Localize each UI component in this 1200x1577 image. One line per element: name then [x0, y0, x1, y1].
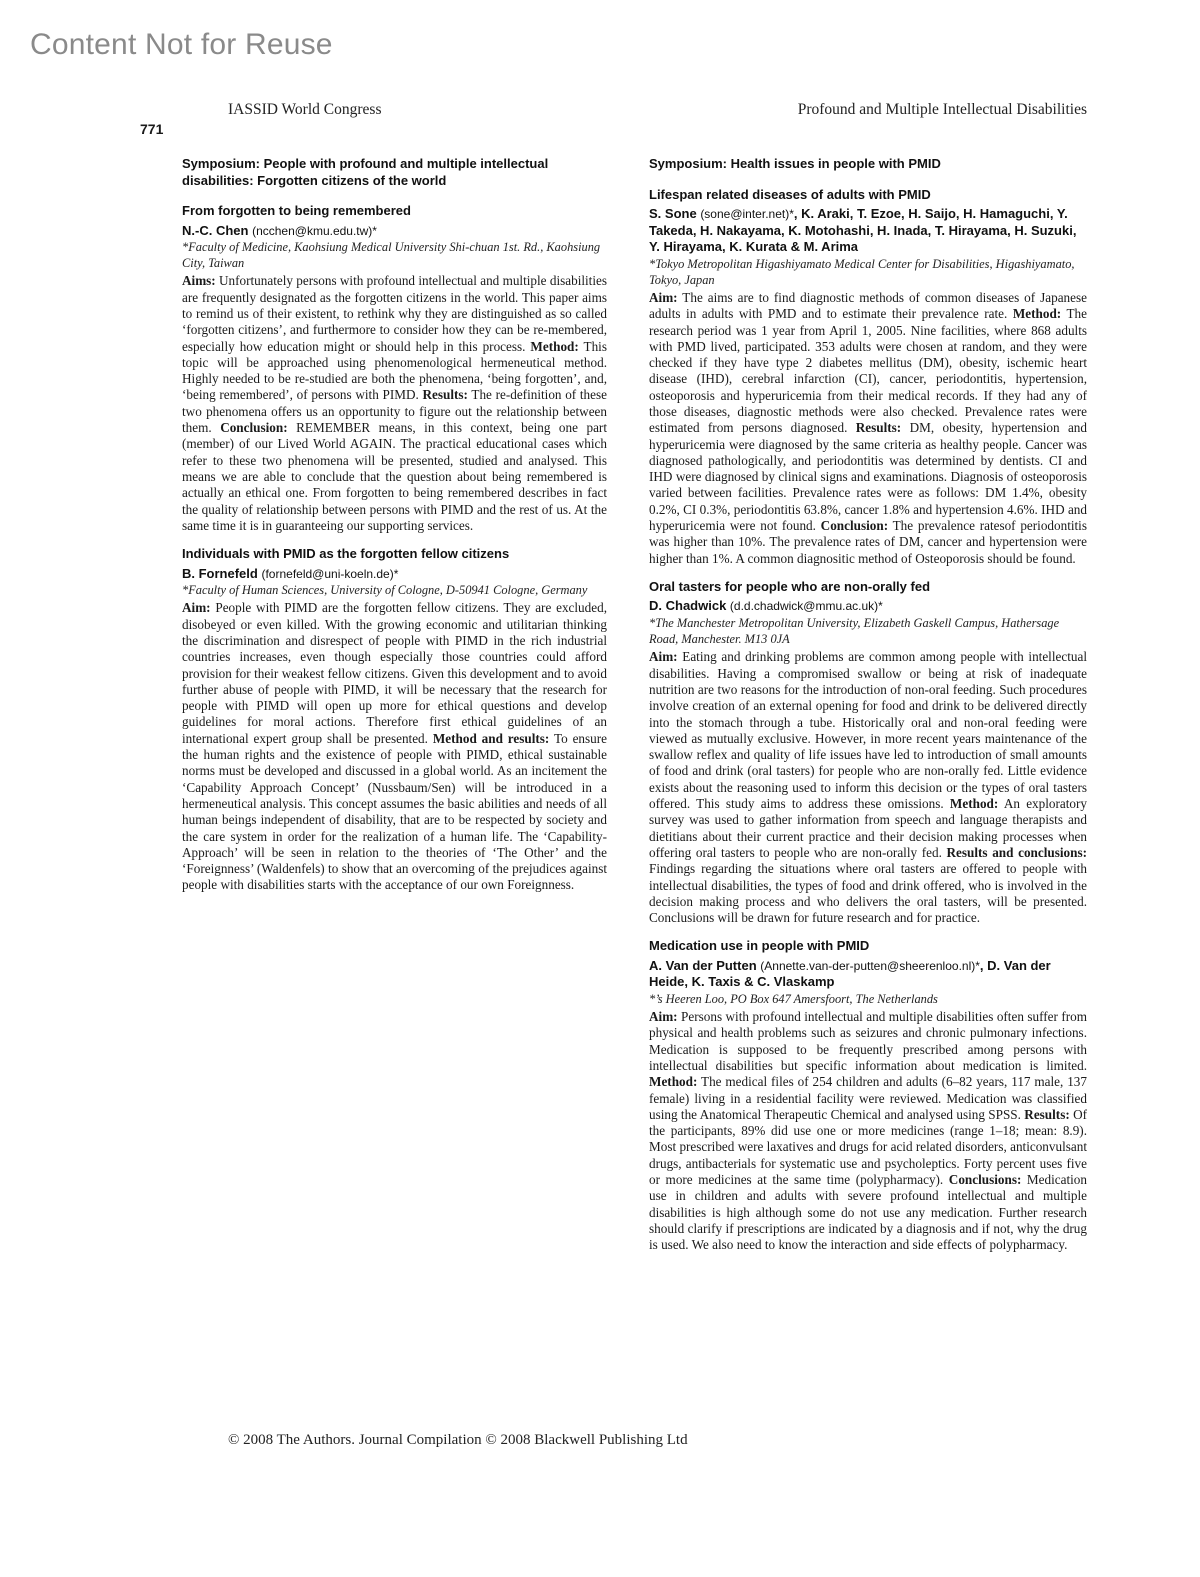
section-label: Aim:: [182, 600, 211, 616]
abstract-title: From forgotten to being remembered: [182, 203, 411, 218]
right-column: [649, 156, 1087, 1266]
section-text: The research period was 1 year from April 1, 2005. Nine facilities, where 868 adults with PMD lived, participated. 353 adults were chosen at random, and they were checked if they have type 2 diabetes mellitus (DM), obesity, ischemic heart disease (IHD), cerebral infarction (CI), cancer, periodontitis, hypertension, osteoporosis and hyperuricemia from their medical records. If they had any of those diseases, diagnostic methods were also checked. Prevalence rates were estimated from persons diagnosed.: [649, 306, 1087, 436]
abstract: [649, 579, 1087, 926]
section-label: Results and conclusions:: [946, 844, 1087, 860]
section-text: The aims are to find diagnostic methods of common diseases of Japanese adults in adults with PMD and to estimate their prevalence rate.: [649, 289, 1087, 322]
left-column: [182, 156, 607, 906]
author-line: [649, 206, 1087, 256]
author-line: [182, 566, 607, 583]
author-email: (ncchen@kmu.edu.tw)*: [252, 223, 377, 238]
section-text: Of the participants, 89% did use one or more medicines (range 1–18; mean: 8.9). Most prescribed were laxatives and drugs for acid related disorders, anticonvulsant drugs, antibacterials for systematic use and psycholeptics. Forty percent uses five or more medicines at the same time (polypharmacy).: [649, 1106, 1087, 1188]
abstract-title: Oral tasters for people who are non-orally fed: [649, 578, 931, 594]
section-label: Method:: [530, 338, 579, 354]
abstract-list: [649, 187, 1087, 1254]
section-label: Method:: [649, 1074, 698, 1090]
abstract: [649, 187, 1087, 567]
co-authors: , D. Van der Heide, K. Taxis & C. Vlaskamp: [649, 957, 1051, 990]
author-line: [649, 958, 1087, 991]
section-text: Findings regarding the situations where oral tasters are offered to people with intellectual disabilities, the types of food and drink offered, who is involved in the decision making process and who delivers the oral tasters, will be presented. Conclusions will be drawn for future research and for practice.: [649, 861, 1087, 926]
section-label: Aims:: [182, 273, 216, 289]
section-label: Results:: [1024, 1106, 1070, 1122]
section-label: Aim:: [649, 289, 678, 305]
section-text: REMEMBER means, in this context, being one part (member) of our Lived World AGAIN. The practical educational cases which refer to these two phenomena will be presented, studied and analysed. This means we are able to conclude that the question about being remembered is actually an ethical one. From forgotten to being remembered describes in fact the quality of relationship between persons with PIMD and the rest of us. At the same time it is in guaranteeing our supporting services.: [182, 420, 607, 533]
author-email: (sone@inter.net)*: [700, 207, 794, 221]
section-label: Conclusion:: [220, 420, 288, 436]
section-label: Conclusion:: [820, 518, 889, 534]
abstract-title: Individuals with PMID as the forgotten fellow citizens: [182, 546, 510, 562]
abstract-body: [182, 273, 607, 534]
section-text: This topic will be approached using phenomenological hermeneutical method. Highly needed to be re-studied are both the phenomena, ‘being forgotten’, and, ‘being remembered’, of persons with PIMD.: [182, 338, 607, 403]
affiliation: *Faculty of Human Sciences, University of Cologne, D-50941 Cologne, Germany: [182, 583, 588, 598]
symposium-title: Symposium: People with profound and multiple intellectual disabilities: Forgotten citizens of the world: [182, 156, 549, 188]
abstract-title: Medication use in people with PMID: [649, 938, 870, 954]
abstract-body: [649, 290, 1087, 567]
author-email: (Annette.van-der-putten@sheerenloo.nl)*: [760, 958, 980, 973]
symposium-title: Symposium: Health issues in people with PMID: [649, 156, 941, 171]
section-text: Eating and drinking problems are common among people with intellectual disabilities. Having a compromised swallow or being at risk of inadequate nutrition are two reasons for the introduction of non-oral feeding. Such procedures involve creation of an external opening for food and drink to be delivered directly into the stomach through a tube. Historically oral and non-oral feeding were viewed as mutually exclusive. However, in more recent years maintenance of the swallow reflex and quality of life issues have led to introduction of small amounts of food and drink (oral tasters) for people who are non-orally fed. Little evidence exists about the reasoning used to inform this decision or the types of oral tasters offered. This study aims to address these omissions.: [649, 649, 1087, 812]
abstract: [182, 546, 607, 894]
watermark: Content Not for Reuse: [30, 28, 333, 61]
section-label: Method:: [1012, 306, 1062, 322]
running-head-right: Profound and Multiple Intellectual Disabilities: [797, 101, 1087, 118]
section-text: DM, obesity, hypertension and hyperuricemia were diagnosed by the same criteria as healthy people. Cancer was diagnosed pathologically, and periodontitis was determined by dentists. CI and IHD were diagnosed by clinical signs and examinations. Diagnosis of osteoporosis varied between facilities. Prevalence rates were as follows: DM 1.4%, obesity 0.2%, CI 0.3%, periodontitis 63.8%, cancer 1.8% and hypertension 4.6%. IHD and hyperuricemia were not found.: [649, 420, 1087, 534]
section-text: The medical files of 254 children and adults (6–82 years, 117 male, 137 female) living in a residential facility were reviewed. Medication was classified using the Anatomical Therapeutic Chemical and analysed using SPSS.: [649, 1074, 1087, 1122]
section-label: Results:: [855, 420, 902, 436]
running-head-left: IASSID World Congress: [228, 101, 382, 118]
abstract-list: [182, 203, 607, 894]
author-line: [182, 223, 607, 240]
lead-author: S. Sone: [649, 206, 697, 221]
lead-author: N.-C. Chen: [182, 222, 249, 238]
section-label: Method:: [949, 796, 999, 812]
abstract-body: [649, 649, 1087, 926]
section-text: The prevalence ratesof periodontitis was higher than 10%. The prevalence rates of DM, cancer and hypertension were higher than 1%. A common diagnositic method of Osteoporosis should be found.: [649, 518, 1087, 566]
affiliation: *’s Heeren Loo, PO Box 647 Amersfoort, The Netherlands: [649, 991, 938, 1006]
lead-author: D. Chadwick: [649, 598, 727, 614]
abstract: [649, 938, 1087, 1253]
author-email: (fornefeld@uni-koeln.de)*: [261, 566, 399, 581]
lead-author: B. Fornefeld: [182, 565, 258, 581]
author-email: (d.d.chadwick@mmu.ac.uk)*: [729, 599, 883, 614]
section-text: To ensure the human rights and the existence of people with PIMD, ethical sustainable norms must be developed and discussed in a global world. As an incitement the ‘Capability Approach Concept’ (Nussbaum/Sen) will be introduced in a hermeneutical analysis. This concept assumes the basic abilities and needs of all human beings independent of disability, that are to be respected by society and the care system in order for the realization of a human life. The ‘Capability-Approach’ will be seen in relation to the theories of ‘The Other’ and the ‘Foreignness’ (Waldenfels) to show that an overcoming of the prejudices against people with disabilities starts with the acceptance of our own Foreignness.: [182, 730, 607, 893]
section-label: Aim:: [649, 649, 678, 665]
abstract-body: [182, 600, 607, 893]
affiliation: *Faculty of Medicine, Kaohsiung Medical University Shi-chuan 1st. Rd., Kaohsiung City, Taiwan: [182, 240, 601, 271]
section-text: Unfortunately persons with profound intellectual and multiple disabilities are frequently designated as the forgotten citizens in the world. This paper aims to remind us of their existent, to rethink why they are distinguished as so called ‘forgotten citizens’, and furthermore to consider how they can be re-membered, especially how education might or should help in this process.: [182, 273, 607, 354]
section-text: The re-definition of these two phenomena offers us an opportunity to figure out the relationship between them.: [182, 387, 607, 436]
section-label: Method and results:: [432, 730, 550, 746]
author-line: [649, 598, 1087, 615]
abstract-title: Lifespan related diseases of adults with PMID: [649, 186, 931, 202]
section-label: Aim:: [649, 1009, 678, 1025]
section-label: Results:: [422, 387, 468, 403]
section-text: Medication use in children and adults with severe profound intellectual and multiple disabilities is high although some do not use any medication. Further research should clarify if prescriptions are indicated by a diagnosis and if not, why the drug is used. We also need to know the interaction and side effects of polypharmacy.: [649, 1172, 1087, 1253]
affiliation: *Tokyo Metropolitan Higashiyamato Medical Center for Disabilities, Higashiyamato, Tokyo, Japan: [649, 256, 1075, 287]
page-number: 771: [140, 121, 164, 137]
section-text: Persons with profound intellectual and multiple disabilities often suffer from physical and health problems such as seizures and chronic pulmonary infections. Medication is supposed to be frequently prescribed among persons with intellectual disabilities but specific information about medication is limited.: [649, 1009, 1087, 1073]
section-text: An exploratory survey was used to gather information from speech and language therapists and dietitians about their current practice and their decision making processes when offering oral tasters to people who are non-orally fed.: [649, 796, 1087, 860]
section-text: People with PIMD are the forgotten fellow citizens. They are excluded, disobeyed or even killed. With the growing economic and utilitarian thinking the discrimination and disrespect of people with PIMD in the rich industrial countries increases, even though especially those countries could afford provision for their weakest fellow citizens. Given this development and to avoid further abuse of people with PIMD, it will be necessary that the research for people with PIMD will open up more for ethical questions and develop guidelines for moral actions. Therefore first ethical guidelines of an international expert group shall be presented.: [182, 600, 607, 746]
abstract-body: [649, 1009, 1087, 1253]
section-label: Conclusions:: [948, 1172, 1022, 1188]
affiliation: *The Manchester Metropolitan University, Elizabeth Gaskell Campus, Hathersage Road, Manchester. M13 0JA: [649, 615, 1060, 647]
copyright-footer: © 2008 The Authors. Journal Compilation © 2008 Blackwell Publishing Ltd: [228, 1432, 688, 1448]
co-authors: , K. Araki, T. Ezoe, H. Saijo, H. Hamaguchi, Y. Takeda, H. Nakayama, K. Motohashi, H. Inada, T. Hirayama, H. Suzuki, Y. Hirayama, K. Kurata & M. Arima: [649, 206, 1077, 254]
lead-author: A. Van der Putten: [649, 957, 757, 973]
abstract: [182, 203, 607, 534]
